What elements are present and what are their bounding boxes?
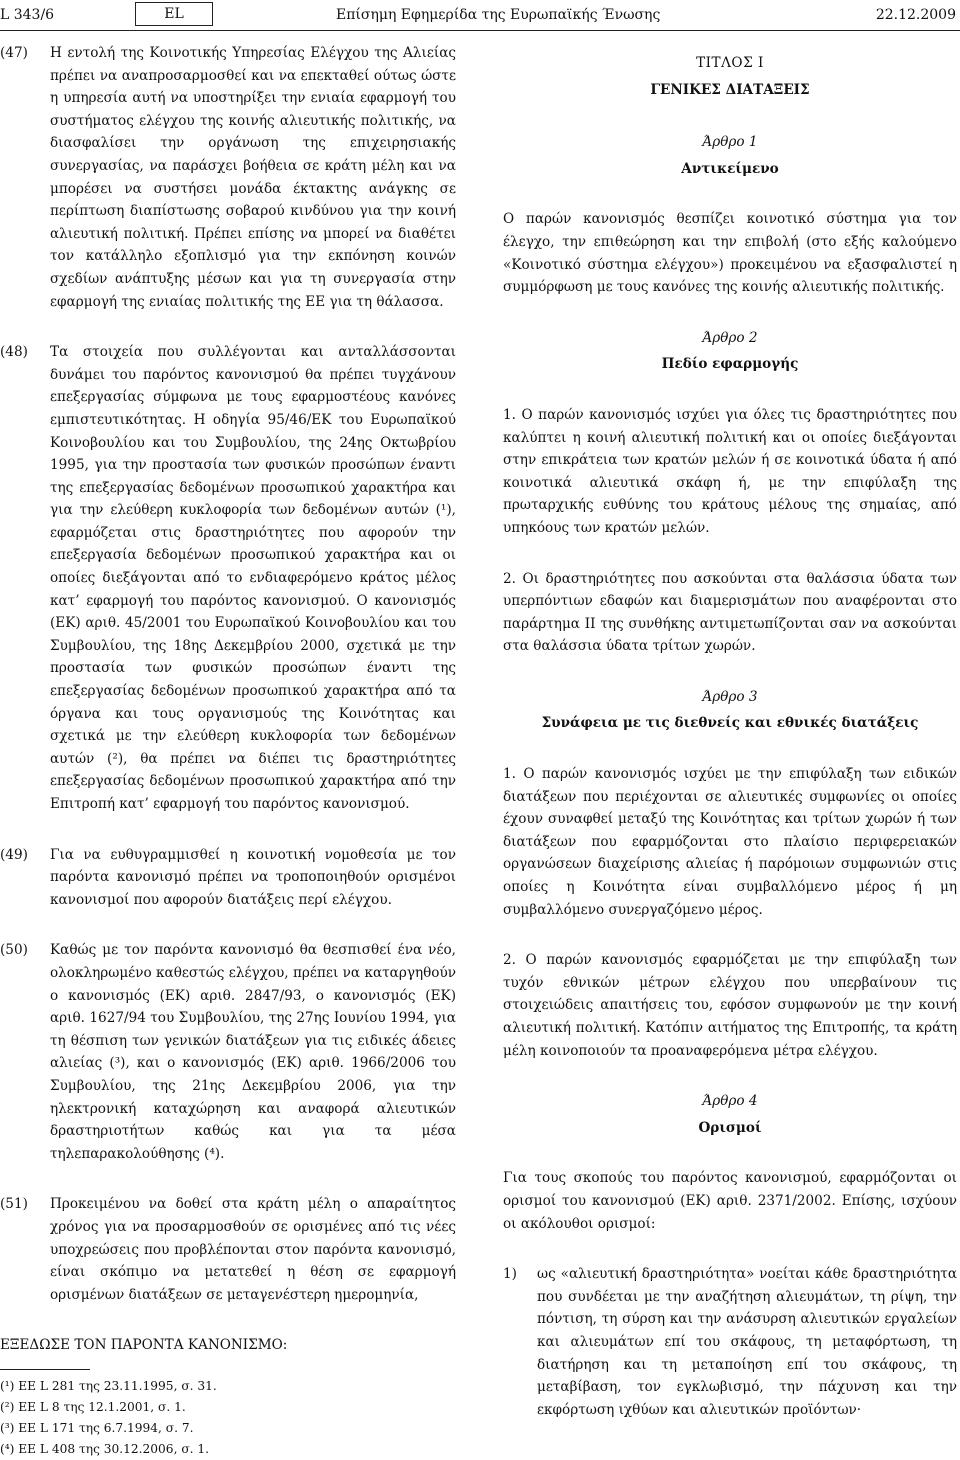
article-title: Πεδίο εφαρμογής	[661, 356, 799, 373]
article-title: Συνάφεια με τις διεθνείς και εθνικές διατάξεις	[541, 715, 919, 732]
recital-text: Προκειμένου να δοθεί στα κράτη μέλη ο απαραίτητος χρόνος για να προσαρμοσθούν σε ορισμένες από τις νέες υποχρεώσεις που προβλέπονται στον παρόντα κανονισμό, είναι σκόπιμο να μετατεθεί η θέση σε εφαρμογή ορισμένων διατάξεων σε μεταγενέστερη ημερομηνία,	[50, 1196, 456, 1303]
journal-title: Επίσημη Εφημερίδα της Ευρωπαϊκής Ένωσης	[336, 7, 661, 23]
adoption-statement: ΕΞΕΔΩΣΕ ΤΟΝ ΠΑΡΟΝΤΑ ΚΑΝΟΝΙΣΜΟ:	[0, 1337, 288, 1354]
language-badge: EL	[135, 2, 213, 26]
left-column	[0, 42, 456, 1460]
footnote: (¹) ΕΕ L 281 της 23.11.1995, σ. 31.	[0, 1378, 217, 1393]
recital-text: Καθώς με τον παρόντα κανονισμό θα θεσπισθεί ένα νέο, ολοκληρωμένο καθεστώς ελέγχου, πρέπει να καταργηθούν ο κανονισμός (ΕΚ) αριθ. 2847/93, ο κανονισμός (ΕΚ) αριθ. 1627/94 του Συμβουλίου, της 27ης Ιουνίου 1994, για τη θέσπιση των γενικών διατάξεων για τις ειδικές άδειες αλιείας (³), και ο κανονισμός (ΕΚ) αριθ. 1966/2006 του Συμβουλίου, της 21ης Δεκεμβρίου 2006, για την ηλεκτρονική καταχώρηση και αναφορά αλιευτικών δραστηριοτήτων καθώς και για τα μέσα τηλεπαρακολούθησης (⁴).	[50, 942, 456, 1162]
article-label: Άρθρο 3	[702, 688, 758, 705]
recital	[0, 1193, 456, 1306]
article-2-heading	[503, 327, 957, 376]
recital-number: (51)	[0, 1196, 28, 1213]
article-label: Άρθρο 1	[702, 134, 758, 151]
definition-item	[503, 1263, 957, 1421]
article-title: Ορισμοί	[698, 1119, 762, 1136]
footnote: (³) ΕΕ L 171 της 6.7.1994, σ. 7.	[0, 1420, 194, 1435]
article-2-paragraph-1: 1. Ο παρών κανονισμός ισχύει για όλες τις δραστηριότητες που καλύπτει η κοινή αλιευτική πολιτική και οι οποίες διεξάγονται στην επικράτεια των κρατών μελών ή σε κοινοτικά ύδατα ή από κοινοτικά αλιευτικά σκάφη ή, με την επιφύλαξη της πρωταρχικής ευθύνης του κράτους μέλους της σημαίας, από υπηκόους των κρατών μελών.	[503, 406, 957, 536]
footnote: (²) ΕΕ L 8 της 12.1.2001, σ. 1.	[0, 1399, 186, 1414]
recital-number: (50)	[0, 942, 28, 959]
article-3-paragraph-2: 2. Ο παρών κανονισμός εφαρμόζεται με την επιφύλαξη των τυχόν εθνικών μέτρων ελέγχου που υπερβαίνουν τις στοιχειώδεις απαιτήσεις του, εφόσον συμφωνούν με την κοινή αλιευτική πολιτική. Κατόπιν αιτήματος της Επιτροπής, τα κράτη μέλη κοινοποιούν τα προαναφερόμενα μέτρα ελέγχου.	[503, 952, 957, 1059]
recital-number: (47)	[0, 45, 28, 61]
recital-number: (49)	[0, 846, 28, 863]
footnote: (⁴) ΕΕ L 408 της 30.12.2006, σ. 1.	[0, 1441, 210, 1456]
title-number: ΤΙΤΛΟΣ I	[696, 55, 764, 71]
article-3-paragraph-1: 1. Ο παρών κανονισμός ισχύει με την επιφύλαξη των ειδικών διατάξεων που περιέχονται σε αλιευτικές συμφωνίες οι οποίες έχουν συναφθεί μεταξύ της Κοινότητας και τρίτων χωρών ή των διατάξεων που εφαρμόζονται στο πλαίσιο περιφερειακών οργανώσεων διαχείρισης αλιείας ή παρόμοιων συμφωνιών στις οποίες η Κοινότητα είναι συμβαλλόμενο μέρος ή μη συμβαλλόμενο συνεργαζόμενο μέρος.	[503, 766, 957, 918]
recital-text: Η εντολή της Κοινοτικής Υπηρεσίας Ελέγχου της Αλιείας πρέπει να αναπροσαρμοσθεί και να επεκταθεί ούτως ώστε η υπηρεσία αυτή να υποστηρίξει την ενιαία εφαρμογή του συστήματος ελέγχου της κοινής αλιευτικής πολιτικής, να διασφαλίσει την οργάνωση της επιχειρησιακής συνεργασίας, να παράσχει βοήθεια σε κράτη μέλη και να μπορέσει να συστήσει μονάδα έκτακτης ανάγκης σε περίπτωση διαπίστωσης σοβαρού κινδύνου για την κοινή αλιευτική πολιτική. Πρέπει επίσης να μπορεί να διαθέτει τον κατάλληλο εξοπλισμό για την εκπόνηση κοινών σχεδίων ανάπτυξης μέσων και για τη συνεργασία στην εφαρμογή της ενιαίας πολιτικής της ΕΕ για τη θάλασσα.	[50, 45, 456, 310]
article-1-heading	[503, 131, 957, 180]
right-column	[503, 42, 957, 1421]
recital-text: Για να ευθυγραμμισθεί η κοινοτική νομοθεσία με τον παρόντα κανονισμό πρέπει να τροποποιηθούν ορισμένοι κανονισμοί που αφορούν διατάξεις περί ελέγχου.	[50, 846, 456, 908]
issue-date: 22.12.2009	[875, 7, 956, 23]
article-1-text: Ο παρών κανονισμός θεσπίζει κοινοτικό σύστημα για τον έλεγχο, την επιθεώρηση και την επιβολή (στο εξής καλούμενο «Κοινοτικό σύστημα ελέγχου») προκειμένου να εξασφαλιστεί η συμμόρφωση με τους κανόνες της κοινής αλιευτικής πολιτικής.	[503, 211, 957, 296]
recital	[0, 341, 456, 815]
footnote-rule	[0, 1369, 90, 1370]
article-3-heading	[503, 686, 957, 735]
recital	[0, 42, 456, 313]
page-header	[0, 0, 960, 34]
recital-text: Τα στοιχεία που συλλέγονται και ανταλλάσσονται δυνάμει του παρόντος κανονισμού θα πρέπει τυγχάνουν επεξεργασίας σύμφωνα με τους εφαρμοστέους κανόνες εμπιστευτικότητας. Η οδηγία 95/46/ΕΚ του Ευρωπαϊκού Κοινοβουλίου και του Συμβουλίου, της 24ης Οκτωβρίου 1995, για την προστασία των φυσικών προσώπων έναντι της επεξεργασίας δεδομένων προσωπικού χαρακτήρα και για την ελεύθερη κυκλοφορία των δεδομένων αυτών (¹), εφαρμόζεται στις δραστηριότητες που αφορούν την επεξεργασία δεδομένων προσωπικού χαρακτήρα και οι οποίες διεξάγονται από το ενδιαφερόμενο κράτος μέλος κατ’ εφαρμογή του παρόντος κανονισμού. Ο κανονισμός (ΕΚ) αριθ. 45/2001 του Ευρωπαϊκού Κοινοβουλίου και του Συμβουλίου, της 18ης Δεκεμβρίου 2000, σχετικά με την προστασία των φυσικών προσώπων έναντι της επεξεργασίας δεδομένων προσωπικού χαρακτήρα από τα όργανα και τους οργανισμούς της Κοινότητας και σχετικά με την ελεύθερη κυκλοφορία των δεδομένων αυτών (²), θα πρέπει να διέπει τις δραστηριότητες επεξεργασίας δεδομένων προσωπικού χαρακτήρα από την Επιτροπή κατ’ εφαρμογή του παρόντος κανονισμού.	[50, 344, 456, 812]
article-label: Άρθρο 2	[702, 329, 758, 346]
definition-text: ως «αλιευτική δραστηριότητα» νοείται κάθε δραστηριότητα που συνδέεται με την αναζήτηση αλιευμάτων, τη ρίψη, την πόντιση, τη σύρση και την ανάσυρση αλιευτικών εργαλείων και αλιευμάτων επί του σκάφους, τη μεταφόρτωση, τη διατήρηση και τη μεταποίηση επί του σκάφους, τη μεταβίβαση, τον εγκλωβισμό, την πάχυνση και την εκφόρτωση ιχθύων και αλιευτικών προϊόντων·	[537, 1266, 957, 1418]
recital-number: (48)	[0, 344, 28, 361]
definition-number: 1)	[503, 1266, 517, 1283]
recital	[0, 844, 456, 912]
article-label: Άρθρο 4	[702, 1093, 758, 1110]
recital	[0, 939, 456, 1165]
article-4-intro: Για τους σκοπούς του παρόντος κανονισμού, εφαρμόζονται οι ορισμοί του κανονισμού (ΕΚ) αριθ. 2371/2002. Επίσης, ισχύουν οι ακόλουθοι ορισμοί:	[503, 1170, 957, 1232]
article-4-heading	[503, 1090, 957, 1139]
article-title: Αντικείμενο	[681, 160, 779, 177]
page-number: L 343/6	[0, 7, 55, 23]
title-heading: ΓΕΝΙΚΕΣ ΔΙΑΤΑΞΕΙΣ	[650, 81, 810, 98]
header-rule	[0, 30, 960, 31]
article-2-paragraph-2: 2. Οι δραστηριότητες που ασκούνται στα θαλάσσια ύδατα των υπερπόντιων εδαφών και διαμερισμάτων που αναφέρονται στο παράρτημα II της συνθήκης αντιμετωπίζονται σαν να ασκούνται στα θαλάσσια ύδατα τρίτων χωρών.	[503, 570, 957, 655]
